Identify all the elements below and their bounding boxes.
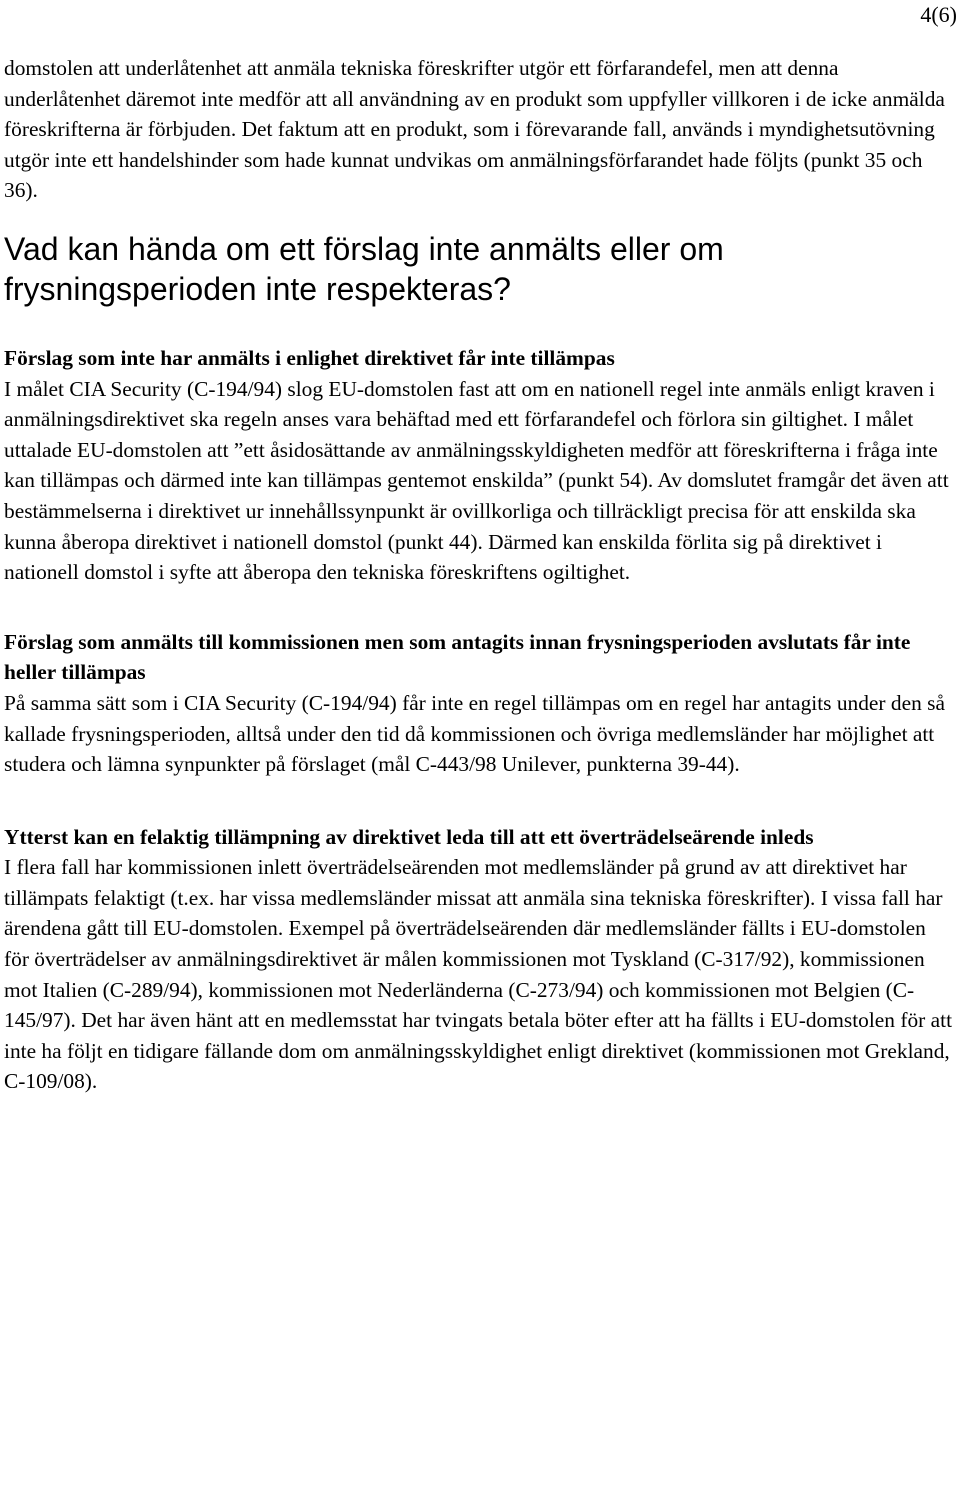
subsection-standstill-period	[4, 627, 954, 780]
subsection-body: I målet CIA Security (C-194/94) slog EU-domstolen fast att om en nationell regel inte anmäls enligt kraven i anmälningsdirektivet ska regeln anses vara behäftad med ett förfarandefel och förlora sin giltighet. I målet uttalade EU-domstolen att ”ett åsidosättande av anmälningsskyldigheten medför att föreskrifterna i fråga inte kan tillämpas och därmed inte kan tillämpas gentemot enskilda” (punkt 54). Av domslutet framgår det även att bestämmelserna i direktivet ur innehållssynpunkt är ovillkorliga och tillräckligt precisa för att enskilda ska kunna åberopa direktivet i nationell domstol (punkt 44). Därmed kan enskilda förlita sig på direktivet i nationell domstol i syfte att åberopa den tekniska föreskriftens ogiltighet.	[4, 376, 949, 585]
subsection-heading: Förslag som inte har anmälts i enlighet direktivet får inte tillämpas	[4, 345, 615, 370]
subsection-heading: Förslag som anmälts till kommissionen men som antagits innan frysningsperioden avslutats får inte heller tillämpas	[4, 629, 911, 685]
subsection-infringement	[4, 822, 954, 1097]
intro-paragraph: domstolen att underlåtenhet att anmäla tekniska föreskrifter utgör ett förfarandefel, men att denna underlåtenhet däremot inte medför att all användning av en produkt som uppfyller villkoren i de icke anmälda föreskrifterna är förbjuden. Det faktum att en produkt, som i förevarande fall, används i myndighetsutövning utgör inte ett handelshinder som hade kunnat undvikas om anmälningsförfarandet hade följts (punkt 35 och 36).	[4, 56, 945, 203]
subsection-heading: Ytterst kan en felaktig tillämpning av direktivet leda till att ett överträdelseärende inleds	[4, 824, 814, 849]
subsection-body: I flera fall har kommissionen inlett överträdelseärenden mot medlemsländer på grund av att direktivet har tillämpats felaktigt (t.ex. har vissa medlemsländer missat att anmäla sina tekniska föreskrifter). I vissa fall har ärendena gått till EU-domstolen. Exempel på överträdelseärenden där medlemsländer fällts i EU-domstolen för överträdelser av anmälningsdirektivet är målen kommissionen mot Tyskland (C-317/92), kommissionen mot Italien (C-289/94), kommissionen mot Nederländerna (C-273/94) och kommissionen mot Belgien (C-145/97). Det har även hänt att en medlemsstat har tvingats betala böter efter att ha fällts i EU-domstolen för att inte ha följt en tidigare fällande dom om anmälningsskyldighet enligt direktivet (kommissionen mot Grekland, C-109/08).	[4, 855, 953, 1094]
subsection-not-notified	[4, 343, 954, 588]
page-number: 4(6)	[920, 2, 957, 27]
document-page	[4, 53, 954, 1097]
section-heading: Vad kan hända om ett förslag inte anmälts eller om frysningsperioden inte respekteras?	[4, 230, 724, 307]
subsection-body: På samma sätt som i CIA Security (C-194/94) får inte en regel tillämpas om en regel har antagits under den så kallade frysningsperioden, alltså under den tid då kommissionen och övriga medlemsländer har möjlighet att studera och lämna synpunkter på förslaget (mål C-443/98 Unilever, punkterna 39-44).	[4, 690, 945, 777]
